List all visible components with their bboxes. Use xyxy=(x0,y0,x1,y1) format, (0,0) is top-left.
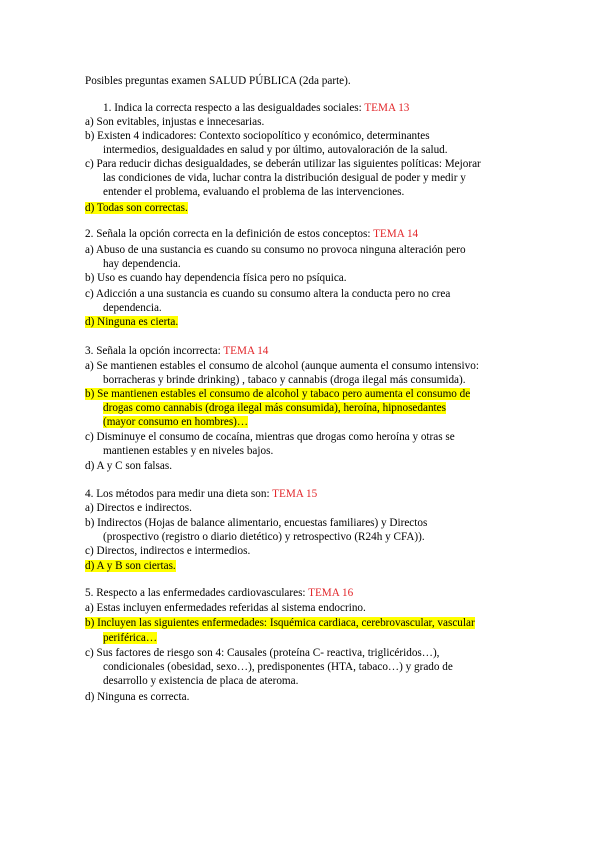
document-title: Posibles preguntas examen SALUD PÚBLICA (2da parte). xyxy=(85,75,351,87)
q1-option-b-line1: b) Existen 4 indicadores: Contexto sociopolítico y económico, determinantes xyxy=(85,130,430,142)
q1-option-d-text: d) Todas son correctas. xyxy=(85,202,188,214)
question-4-tema: TEMA 15 xyxy=(272,488,318,500)
q1-option-b-line2: intermedios, desigualdades en salud y por último, autovaloración de la salud. xyxy=(103,144,448,156)
question-2 xyxy=(85,228,418,241)
q5-option-b-line2 xyxy=(103,632,157,645)
question-3 xyxy=(85,345,268,358)
q4-option-b-line2: (prospectivo (registro o diario dietético) y retrospectivo (R24h y CFA)). xyxy=(103,531,425,543)
q3-option-b-line2 xyxy=(103,402,446,415)
q4-option-c: c) Directos, indirectos e intermedios. xyxy=(85,545,251,557)
q4-option-a: a) Directos e indirectos. xyxy=(85,502,192,514)
q4-option-d-text: d) A y B son ciertas. xyxy=(85,560,176,572)
question-4 xyxy=(85,488,317,501)
question-4-text: 4. Los métodos para medir una dieta son: xyxy=(85,488,273,500)
q5-option-b-text2: periférica… xyxy=(103,632,158,644)
question-3-tema: TEMA 14 xyxy=(223,345,269,357)
q1-option-a: a) Son evitables, injustas e innecesarias. xyxy=(85,116,265,128)
question-1-tema: TEMA 13 xyxy=(364,102,410,114)
question-3-text: 3. Señala la opción incorrecta: xyxy=(85,345,224,357)
q5-option-c-line3: desarrollo y existencia de placa de ateroma. xyxy=(103,675,299,687)
q1-option-c-line2: las condiciones de vida, luchar contra la distribución desigual de poder y medir y xyxy=(103,172,466,184)
question-5-text: 5. Respecto a las enfermedades cardiovasculares: xyxy=(85,587,309,599)
q4-option-b-line1: b) Indirectos (Hojas de balance alimentario, encuestas familiares) y Directos xyxy=(85,517,428,529)
q1-option-c-line3: entender el problema, evaluando el problema de las intervenciones. xyxy=(103,186,405,198)
q5-option-b-text1: b) Incluyen las siguientes enfermedades: Isquémica cardiaca, cerebrovascular, vascular xyxy=(85,617,475,629)
q5-option-d: d) Ninguna es correcta. xyxy=(85,691,190,703)
q2-option-c-line2: dependencia. xyxy=(103,302,162,314)
q2-option-b: b) Uso es cuando hay dependencia física pero no psíquica. xyxy=(85,272,347,284)
q2-option-d-answer xyxy=(85,316,178,329)
q5-option-a: a) Estas incluyen enfermedades referidas al sistema endocrino. xyxy=(85,602,366,614)
q3-option-c-line2: mantienen estables y en niveles bajos. xyxy=(103,445,274,457)
question-5-tema: TEMA 16 xyxy=(308,587,354,599)
q3-option-b-line3 xyxy=(103,416,248,429)
q2-option-d-text: d) Ninguna es cierta. xyxy=(85,316,179,328)
q3-option-b-text2: drogas como cannabis (droga ilegal más consumida), heroína, hipnosedantes xyxy=(103,402,446,414)
q5-option-b-line1 xyxy=(85,617,475,630)
q3-option-b-text3: (mayor consumo en hombres)… xyxy=(103,416,249,428)
q1-option-d-answer xyxy=(85,202,188,215)
question-2-text: 2. Señala la opción correcta en la definición de estos conceptos: xyxy=(85,228,374,240)
q5-option-c-line1: c) Sus factores de riesgo son 4: Causales (proteína C- reactiva, triglicéridos…), xyxy=(85,647,440,659)
question-2-tema: TEMA 14 xyxy=(373,228,419,240)
question-5 xyxy=(85,587,353,600)
q3-option-c-line1: c) Disminuye el consumo de cocaína, mientras que drogas como heroína y otras se xyxy=(85,431,455,443)
q2-option-c-line1: c) Adicción a una sustancia es cuando su consumo altera la conducta pero no crea xyxy=(85,288,451,300)
q5-option-c-line2: condicionales (obesidad, sexo…), predisponentes (HTA, tabaco…) y grado de xyxy=(103,661,453,673)
q4-option-d-answer xyxy=(85,560,176,573)
q3-option-b-line1 xyxy=(85,388,470,401)
question-1-text: 1. Indica la correcta respecto a las desigualdades sociales: xyxy=(103,102,365,114)
q1-option-c-line1: c) Para reducir dichas desigualdades, se deberán utilizar las siguientes políticas: Mejorar xyxy=(85,158,481,170)
q3-option-d: d) A y C son falsas. xyxy=(85,460,173,472)
q3-option-a-line2: borracheras y brinde drinking) , tabaco y cannabis (droga ilegal más consumida). xyxy=(103,374,466,386)
q2-option-a-line1: a) Abuso de una sustancia es cuando su consumo no provoca ninguna alteración pero xyxy=(85,244,466,256)
q3-option-a-line1: a) Se mantienen estables el consumo de alcohol (aunque aumenta el consumo intensivo: xyxy=(85,360,479,372)
q2-option-a-line2: hay dependencia. xyxy=(103,258,181,270)
q3-option-b-text1: b) Se mantienen estables el consumo de alcohol y tabaco pero aumenta el consumo de xyxy=(85,388,471,400)
question-1 xyxy=(103,102,409,115)
